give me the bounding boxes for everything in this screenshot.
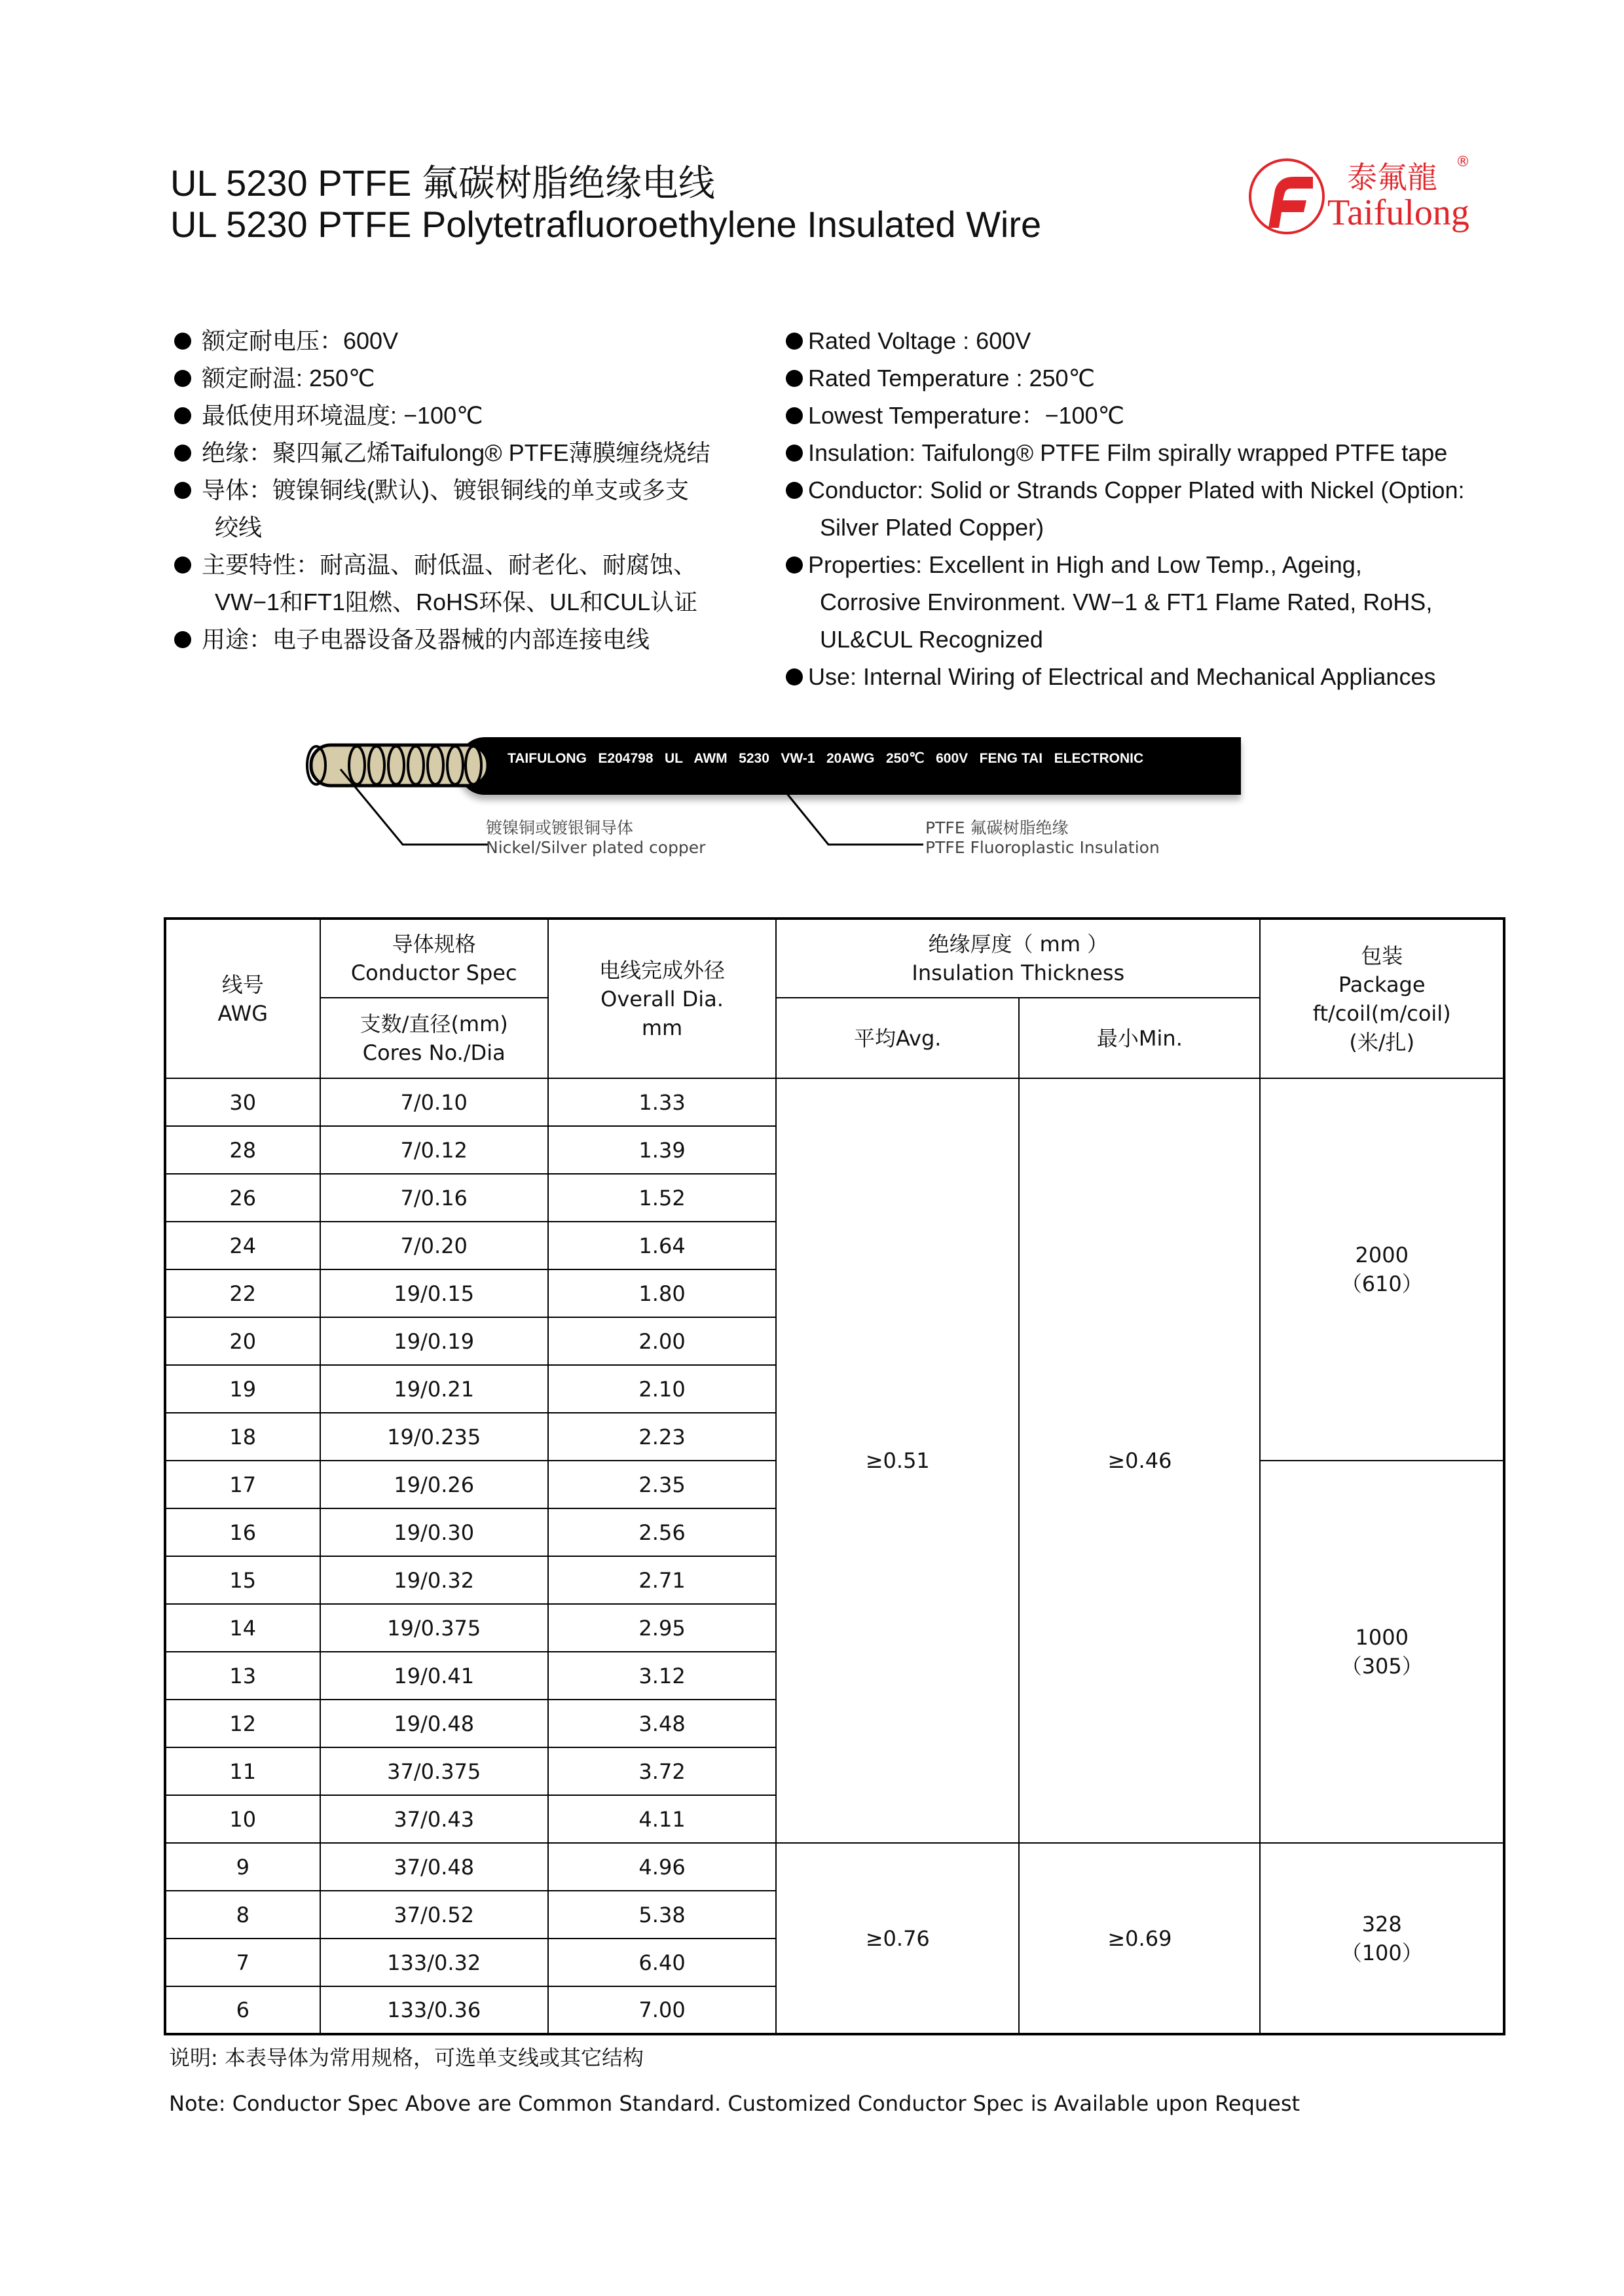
cell: 7/0.20	[320, 1222, 548, 1269]
spec-text: 用途：电子电器设备及器械的内部连接电线	[202, 626, 650, 653]
cell: 19/0.375	[320, 1604, 548, 1652]
logo-cn: 泰氟龍	[1347, 160, 1437, 195]
spec-text: Conductor: Solid or Strands Copper Plated with Nickel (Option:	[808, 477, 1465, 503]
cell: 6	[165, 1986, 320, 2034]
cell: 37/0.375	[320, 1747, 548, 1795]
cell: 19/0.19	[320, 1317, 548, 1365]
callout-lines	[0, 0, 1624, 864]
title-en: UL 5230 PTFE Polytetrafluoroethylene Insulated Wire	[170, 204, 1042, 245]
cell: 19	[165, 1365, 320, 1413]
cell: 133/0.32	[320, 1939, 548, 1986]
cell: 2.35	[548, 1461, 776, 1508]
cell: 14	[165, 1604, 320, 1652]
spec-text: Use: Internal Wiring of Electrical and Mechanical Appliances	[808, 663, 1436, 690]
conductor-label-cn: 镀镍铜或镀银铜导体	[486, 818, 634, 837]
cell: 3.72	[548, 1747, 776, 1795]
note-en: Note: Conductor Spec Above are Common Standard. Customized Conductor Spec is Available upon Request	[169, 2091, 1301, 2116]
spec-text-cont: VW−1和FT1阻燃、RoHS环保、UL和CUL认证	[215, 589, 698, 615]
note-cn: 说明: 本表导体为常用规格，可选单支线或其它结构	[169, 2045, 644, 2070]
cell: 19/0.48	[320, 1700, 548, 1747]
title-cn: UL 5230 PTFE 氟碳树脂绝缘电线	[170, 162, 715, 204]
conductor-label-en: Nickel/Silver plated copper	[486, 838, 706, 857]
cell: 22	[165, 1269, 320, 1317]
cell: 2.95	[548, 1604, 776, 1652]
cell: 19/0.21	[320, 1365, 548, 1413]
spec-table	[164, 917, 1505, 2035]
logo: 泰氟龍 ® Taifulong	[1247, 154, 1483, 239]
cell: 2.00	[548, 1317, 776, 1365]
cable-print: TAIFULONG E204798 UL AWM 5230 VW-1 20AWG 250℃ 600V FENG TAI ELECTRONIC	[507, 751, 1144, 766]
cell: 26	[165, 1174, 320, 1222]
cell: 2.10	[548, 1365, 776, 1413]
spec-text: 绝缘：聚四氟乙烯Taifulong® PTFE薄膜缠绕烧结	[202, 439, 710, 466]
cell: 19/0.30	[320, 1508, 548, 1556]
cell: 5.38	[548, 1891, 776, 1939]
header-insulation: 绝缘厚度（ mm ） Insulation Thickness	[776, 919, 1260, 998]
table-row	[165, 1078, 1504, 1126]
cell: 20	[165, 1317, 320, 1365]
cell: 6.40	[548, 1939, 776, 1986]
cell: 3.12	[548, 1652, 776, 1700]
cell: 7	[165, 1939, 320, 1986]
cell: 24	[165, 1222, 320, 1269]
logo-en: Taifulong	[1327, 192, 1469, 233]
header-min: 最小Min.	[1019, 998, 1260, 1078]
cell: 8	[165, 1891, 320, 1939]
cell: 7/0.10	[320, 1078, 548, 1126]
cell: 7/0.12	[320, 1126, 548, 1174]
cell: 10	[165, 1795, 320, 1843]
cell: 7.00	[548, 1986, 776, 2034]
spec-text: Rated Temperature : 250℃	[808, 365, 1096, 392]
insulation-label-en: PTFE Fluoroplastic Insulation	[925, 838, 1160, 857]
spec-text: Properties: Excellent in High and Low Temp., Ageing,	[808, 551, 1362, 578]
cell: 16	[165, 1508, 320, 1556]
cell: 1.64	[548, 1222, 776, 1269]
spec-text: 额定耐电压：600V	[202, 327, 399, 354]
cell: 2.71	[548, 1556, 776, 1604]
spec-text-cont: Silver Plated Copper)	[820, 514, 1044, 541]
cell: 12	[165, 1700, 320, 1747]
header-overall-dia: 电线完成外径 Overall Dia. mm	[548, 919, 776, 1078]
header-cores: 支数/直径(mm) Cores No./Dia	[320, 998, 548, 1078]
cell: 37/0.43	[320, 1795, 548, 1843]
cell: 1.52	[548, 1174, 776, 1222]
cell: 19/0.41	[320, 1652, 548, 1700]
cell: 17	[165, 1461, 320, 1508]
spec-text: 最低使用环境温度: −100℃	[202, 402, 483, 429]
cell: 7/0.16	[320, 1174, 548, 1222]
package-cell: 2000 （610）	[1260, 1078, 1504, 1461]
cell: 1.80	[548, 1269, 776, 1317]
cell: 19/0.32	[320, 1556, 548, 1604]
ins-min: ≥0.69	[1019, 1843, 1260, 2034]
insulation-label-cn: PTFE 氟碳树脂绝缘	[925, 818, 1069, 837]
cell: 19/0.235	[320, 1413, 548, 1461]
cell: 4.11	[548, 1795, 776, 1843]
package-cell: 1000 （305）	[1260, 1461, 1504, 1843]
header-conductor: 导体规格 Conductor Spec	[320, 919, 548, 998]
cell: 37/0.52	[320, 1891, 548, 1939]
spec-text: Insulation: Taifulong® PTFE Film spirally wrapped PTFE tape	[808, 439, 1448, 466]
cell: 3.48	[548, 1700, 776, 1747]
spec-text: Rated Voltage : 600V	[808, 327, 1031, 354]
spec-text-cont: 绞线	[215, 514, 263, 541]
spec-text: 额定耐温: 250℃	[202, 365, 375, 392]
package-cell: 328 （100）	[1260, 1843, 1504, 2034]
ins-avg: ≥0.76	[776, 1843, 1019, 2034]
ins-min: ≥0.46	[1019, 1078, 1260, 1843]
cell: 1.33	[548, 1078, 776, 1126]
cell: 13	[165, 1652, 320, 1700]
ins-avg: ≥0.51	[776, 1078, 1019, 1843]
cell: 30	[165, 1078, 320, 1126]
header-package: 包装 Package ft/coil(m/coil) (米/扎)	[1260, 919, 1504, 1078]
cell: 1.39	[548, 1126, 776, 1174]
cell: 19/0.26	[320, 1461, 548, 1508]
cell: 9	[165, 1843, 320, 1891]
cell: 11	[165, 1747, 320, 1795]
cell: 4.96	[548, 1843, 776, 1891]
cell: 2.23	[548, 1413, 776, 1461]
cell: 15	[165, 1556, 320, 1604]
cell: 133/0.36	[320, 1986, 548, 2034]
table-row	[165, 1843, 1504, 1891]
cell: 37/0.48	[320, 1843, 548, 1891]
cell: 19/0.15	[320, 1269, 548, 1317]
cell: 28	[165, 1126, 320, 1174]
cell: 2.56	[548, 1508, 776, 1556]
spec-text-cont: UL&CUL Recognized	[820, 626, 1043, 653]
spec-text: 导体：镀镍铜线(默认)、镀银铜线的单支或多支	[202, 477, 689, 503]
spec-text: Lowest Temperature：−100℃	[808, 402, 1125, 429]
cell: 18	[165, 1413, 320, 1461]
spec-text-cont: Corrosive Environment. VW−1 & FT1 Flame Rated, RoHS,	[820, 589, 1433, 615]
header-avg: 平均Avg.	[776, 998, 1019, 1078]
header-awg: 线号 AWG	[165, 919, 320, 1078]
spec-text: 主要特性：耐高温、耐低温、耐老化、耐腐蚀、	[202, 551, 697, 578]
